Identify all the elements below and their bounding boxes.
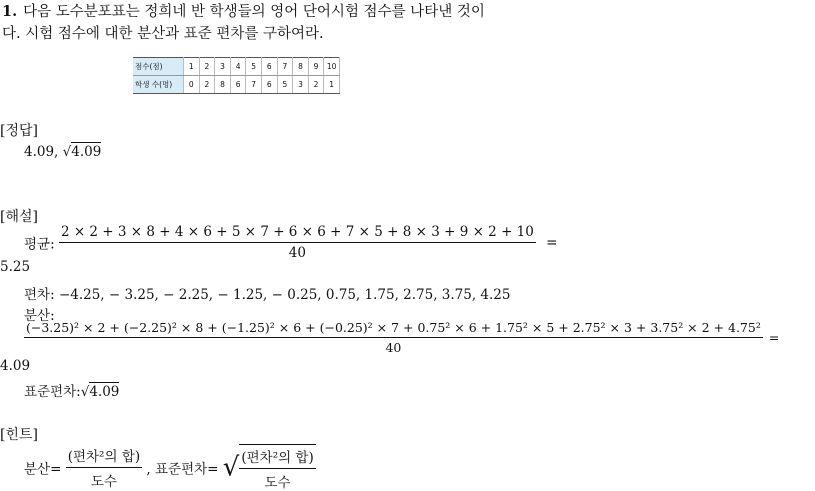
sqrt-icon: √: [62, 144, 72, 160]
table-cell: 2: [308, 76, 324, 94]
table-cell: 9: [308, 58, 324, 76]
stdev-label: 표준편차:: [24, 384, 81, 400]
table-cell: 7: [277, 58, 293, 76]
table-cell: 1: [324, 76, 340, 94]
mean-denominator: 40: [288, 245, 306, 261]
table-header-score: 점수(점): [133, 58, 184, 76]
mean-label: 평균:: [24, 236, 55, 253]
table-cell: 6: [261, 76, 277, 94]
hint-line: [24, 444, 316, 491]
table-cell: 5: [246, 58, 262, 76]
stdev-sqrt-value: 4.09: [89, 384, 120, 400]
table-header-count: 학생 수(명): [133, 76, 184, 94]
variance-numerator: (−3.25)² × 2 + (−2.25)² × 8 + (−1.25)² × 6 + (−0.25)² × 7 + 0.75² × 6 + 1.75² × 5 + 2.75² × 3 + 3.75² × 2 + 4.75²: [24, 320, 763, 338]
variance-denominator: 40: [385, 340, 402, 355]
solution-heading: [해설]: [0, 209, 38, 225]
answer-value: 4.09,: [24, 144, 59, 160]
table-cell: 3: [293, 76, 309, 94]
sqrt-icon: √: [80, 384, 90, 400]
table-cell: 8: [293, 58, 309, 76]
table-cell: 10: [324, 58, 340, 76]
hint-sqrt-fraction: [239, 444, 315, 491]
table-cell: 2: [199, 76, 215, 94]
mean-line: [24, 224, 557, 261]
table-cell: 1: [184, 58, 200, 76]
hint-heading: [힌트]: [0, 427, 38, 443]
hint-variance-fraction: [66, 445, 142, 490]
table-cell: 7: [246, 76, 262, 94]
question-text-1: 다음 도수분포표는 정희네 반 학생들의 영어 단어시험 점수를 나타낸 것이: [23, 4, 485, 20]
variance-line: [24, 320, 779, 355]
table-cell: 2: [199, 58, 215, 76]
question-line-1: [2, 0, 485, 21]
hint-variance-label: 분산=: [24, 461, 62, 478]
table-row-counts: [133, 76, 339, 94]
table-cell: 5: [277, 76, 293, 94]
mean-numerator: 2 × 2 + 3 × 8 + 4 × 6 + 5 × 7 + 6 × 6 + 7 × 5 + 8 × 3 + 9 × 2 + 10: [59, 224, 536, 243]
deviation-values: −4.25, − 3.25, − 2.25, − 1.25, − 0.25, 0.75, 1.75, 2.75, 3.75, 4.25: [58, 287, 511, 303]
table-cell: 6: [230, 76, 246, 94]
mean-equals: =: [546, 234, 558, 251]
table-cell: 4: [230, 58, 246, 76]
table-cell: 8: [215, 76, 231, 94]
variance-label: 분산:: [24, 308, 55, 324]
table-row-scores: [133, 58, 339, 76]
hint-sqrt-numerator: (편차²의 합): [239, 446, 315, 469]
sqrt-icon: √: [222, 452, 240, 483]
hint-sqrt-denominator: 도수: [264, 475, 291, 491]
table-cell: 0: [184, 76, 200, 94]
question-text-2: 다. 시험 점수에 대한 분산과 표준 편차를 구하여라.: [2, 26, 324, 42]
deviation-label: 편차:: [24, 287, 55, 303]
frequency-table: [133, 57, 340, 94]
stdev-line: [24, 380, 119, 400]
hint-frac-denominator: 도수: [90, 474, 117, 490]
mean-result: 5.25: [0, 259, 31, 275]
variance-fraction: [24, 320, 763, 355]
mean-fraction: [59, 224, 536, 261]
variance-equals: =: [768, 330, 780, 345]
hint-frac-numerator: (편차²의 합): [66, 445, 142, 468]
deviation-line: [24, 283, 511, 303]
table-cell: 6: [261, 58, 277, 76]
question-number: 1.: [2, 3, 18, 20]
answer-line: [24, 144, 101, 160]
table-cell: 3: [215, 58, 231, 76]
answer-sqrt-value: 4.09: [71, 144, 102, 160]
answer-heading: [정답]: [0, 123, 38, 139]
variance-result: 4.09: [0, 358, 31, 374]
hint-separator: , 표준편차=: [146, 461, 219, 478]
